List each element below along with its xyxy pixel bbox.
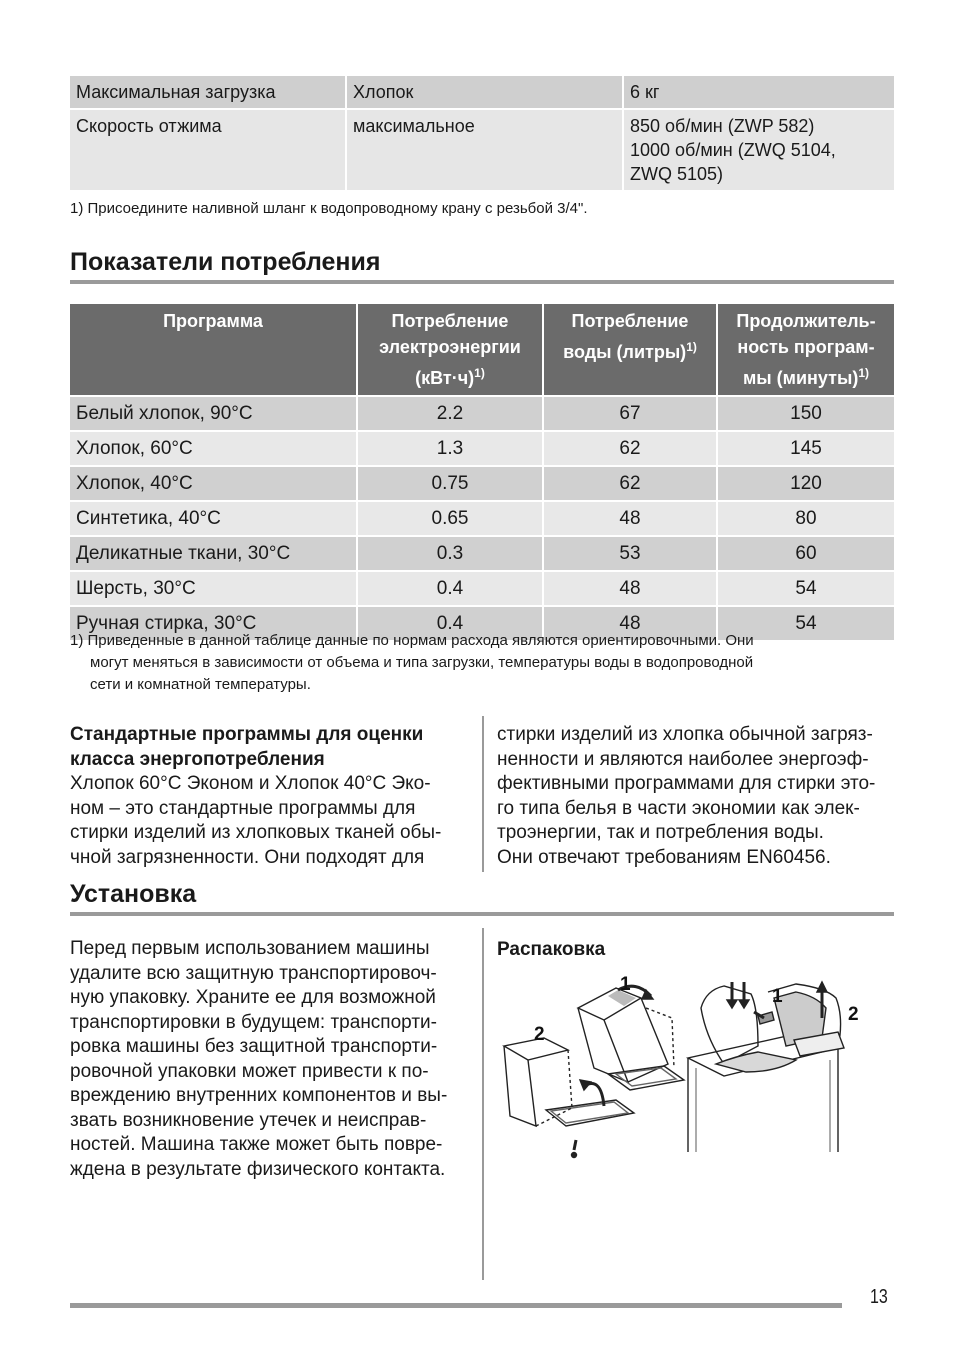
cell-program: Шерсть, 30°C — [70, 570, 358, 605]
footnote-line: 1) Приведенные в данной таблице данные по нормам расхода являются ориентировочными. Они — [70, 632, 754, 649]
header-energy — [358, 304, 544, 395]
spec-label: Скорость отжима — [70, 110, 347, 192]
header-line: электроэнергии — [379, 337, 521, 357]
cell-water: 53 — [544, 535, 718, 570]
text-line: вреждению внутренних компонентов и вы- — [70, 1085, 448, 1106]
spec-param: максимальное — [347, 110, 624, 192]
cell-energy: 1.3 — [358, 430, 544, 465]
header-text: (кВт·ч) — [415, 368, 475, 388]
cell-duration: 54 — [718, 605, 894, 640]
table-row — [70, 535, 894, 570]
text-line: удалите всю защитную транспортировоч- — [70, 962, 437, 984]
cell-duration: 150 — [718, 395, 894, 430]
cell-program: Ручная стирка, 30°C — [70, 605, 358, 640]
header-line — [550, 334, 710, 365]
washing-machine-icon — [688, 982, 844, 1152]
table-row — [70, 76, 894, 110]
installation-text — [70, 937, 475, 1182]
cell-energy: 0.75 — [358, 465, 544, 500]
footnote-mark: 1) — [474, 366, 485, 380]
cell-water: 62 — [544, 430, 718, 465]
heading-rule — [70, 912, 894, 916]
cell-program: Хлопок, 60°C — [70, 430, 358, 465]
cell-duration: 80 — [718, 500, 894, 535]
column-divider — [482, 716, 484, 872]
subsection-title: класса энергопотребления — [70, 748, 325, 770]
table-row — [70, 395, 894, 430]
value-line: 1000 об/мин (ZWQ 5104, — [630, 140, 836, 160]
table-header-row — [70, 304, 894, 395]
text-line: транспортировки в будущем: транспорти- — [70, 1011, 437, 1033]
footnote-mark: 1) — [686, 340, 697, 354]
cell-water: 48 — [544, 605, 718, 640]
spec-value: 6 кг — [624, 76, 894, 110]
heading-rule — [70, 280, 894, 284]
cell-water: 48 — [544, 570, 718, 605]
section-heading-consumption: Показатели потребления — [70, 248, 381, 276]
section-heading-installation: Установка — [70, 880, 197, 908]
header-duration — [718, 304, 894, 395]
text-line: ровочной упаковки может привести к по- — [70, 1060, 429, 1082]
table-row — [70, 570, 894, 605]
unpacking-illustration — [496, 968, 876, 1163]
header-text: воды (литры) — [563, 342, 687, 362]
standard-programs-left — [70, 723, 470, 870]
header-line — [724, 360, 888, 391]
table-row — [70, 465, 894, 500]
consumption-footnote — [70, 630, 754, 696]
figure-label: 1 — [620, 974, 631, 995]
text-line: Перед первым использованием машины — [70, 938, 430, 959]
cell-energy: 0.65 — [358, 500, 544, 535]
cell-water: 62 — [544, 465, 718, 500]
header-line: ность програм- — [737, 337, 875, 357]
header-water — [544, 304, 718, 395]
text-line: троэнергии, так и потребления воды. — [497, 822, 824, 843]
subsection-title: Стандартные программы для оценки — [70, 724, 424, 745]
table-row — [70, 500, 894, 535]
cell-program: Деликатные ткани, 30°C — [70, 535, 358, 570]
table-row — [70, 110, 894, 192]
value-line: ZWQ 5105) — [630, 164, 724, 184]
text-line: Хлопок 60°C Эконом и Хлопок 40°C Эко- — [70, 773, 431, 794]
spec-value — [624, 110, 894, 192]
cell-energy: 2.2 — [358, 395, 544, 430]
text-line: ном – это стандартные программы для — [70, 797, 416, 819]
table-row — [70, 430, 894, 465]
spec-param: Хлопок — [347, 76, 624, 110]
cell-program: Белый хлопок, 90°C — [70, 395, 358, 430]
header-text: мы (минуты) — [742, 368, 859, 388]
header-line: Потребление — [571, 311, 689, 331]
cell-water: 67 — [544, 395, 718, 430]
text-line: ную упаковку. Храните ее для возможной — [70, 987, 436, 1008]
cell-program: Синтетика, 40°C — [70, 500, 358, 535]
text-line: чной загрязненности. Они подходят для — [70, 846, 425, 868]
spec-label: Максимальная загрузка — [70, 76, 347, 110]
cell-energy: 0.3 — [358, 535, 544, 570]
text-line: стирки изделий из хлопковых тканей обы- — [70, 822, 442, 843]
text-line: стирки изделий из хлопка обычной загряз- — [497, 724, 873, 745]
footnote-line: могут меняться в зависимости от объема и типа загрузки, температуры воды в водопроводной — [90, 654, 754, 671]
footnote-mark: 1) — [858, 366, 870, 380]
figure-label: 2 — [848, 1004, 859, 1025]
page-number: 13 — [870, 1286, 888, 1308]
footnote-line: сети и комнатной температуры. — [90, 676, 311, 693]
text-line: го типа белья в части экономии как элек- — [497, 797, 860, 819]
footer-rule — [70, 1303, 842, 1308]
unpacking-title: Распаковка — [497, 939, 606, 960]
cell-duration: 60 — [718, 535, 894, 570]
consumption-table — [70, 304, 894, 640]
cell-duration: 120 — [718, 465, 894, 500]
text-line: ненности и являются наиболее энергоэф- — [497, 748, 869, 770]
cell-program: Хлопок, 40°C — [70, 465, 358, 500]
text-line: звать возникновение утечек и неисправ- — [70, 1109, 427, 1131]
cell-duration: 145 — [718, 430, 894, 465]
value-line: 850 об/мин (ZWP 582) — [630, 116, 815, 136]
text-line: ждена в результате физического контакта. — [70, 1158, 446, 1180]
header-line — [364, 360, 536, 391]
header-line: Продолжитель- — [736, 311, 876, 331]
cell-energy: 0.4 — [358, 605, 544, 640]
column-divider — [482, 928, 484, 1280]
text-line: фективными программами для стирки это- — [497, 773, 876, 794]
header-program: Программа — [70, 304, 358, 395]
text-line: ностей. Машина также может быть повре- — [70, 1134, 443, 1155]
cell-energy: 0.4 — [358, 570, 544, 605]
spec-table — [70, 76, 894, 192]
figure-label: 1 — [772, 986, 783, 1007]
cell-duration: 54 — [718, 570, 894, 605]
cell-water: 48 — [544, 500, 718, 535]
header-line: Потребление — [391, 311, 509, 331]
standard-programs-right — [497, 723, 897, 870]
figure-label: 2 — [534, 1024, 545, 1045]
text-line: Они отвечают требованиям EN60456. — [497, 846, 831, 868]
spec-footnote: 1) Присоедините наливной шланг к водопроводному крану с резьбой 3/4". — [70, 200, 588, 217]
packing-box-icon — [504, 986, 684, 1157]
text-line: ровка машины без защитной транспорти- — [70, 1036, 438, 1057]
